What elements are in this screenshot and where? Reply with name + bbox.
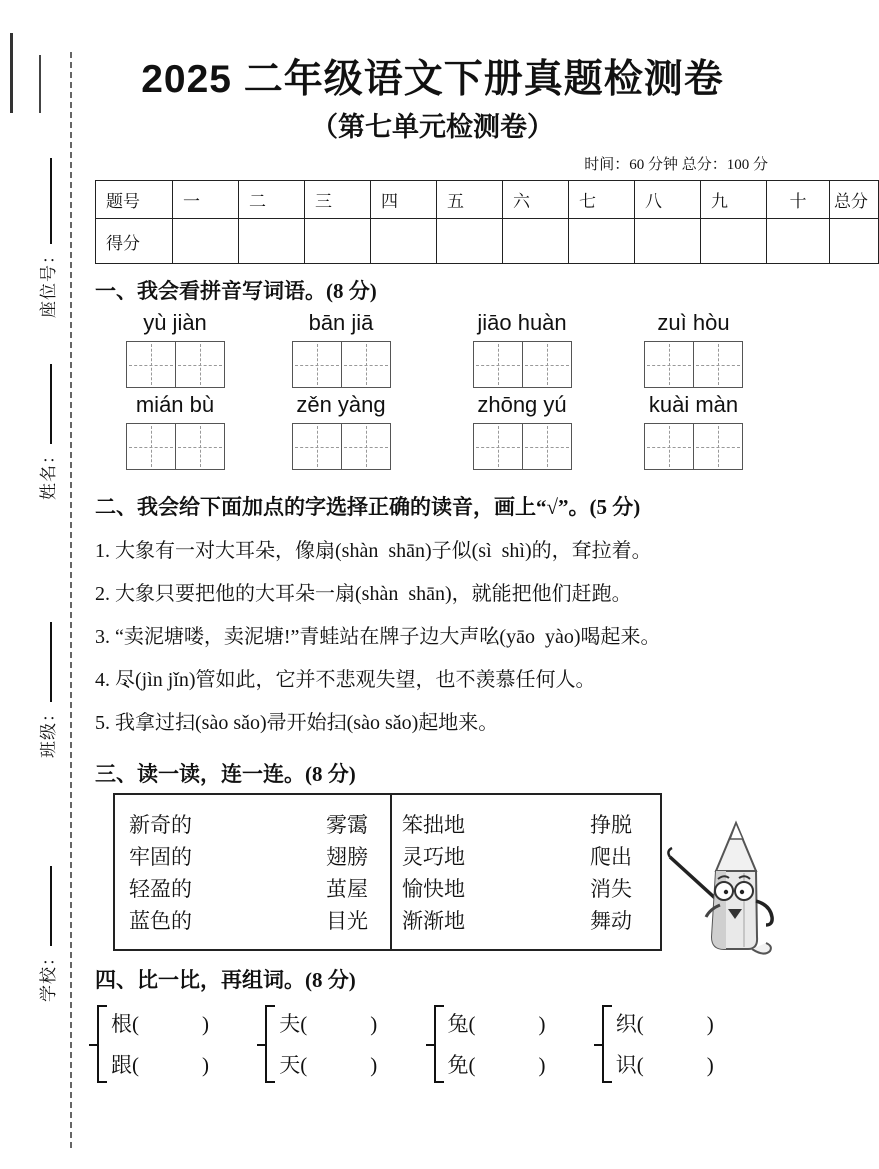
pinyin-word-group bbox=[427, 308, 617, 388]
glasses-left-lens bbox=[715, 882, 733, 900]
time-total-score-text: 时间：60 分钟 总分：100 分 bbox=[584, 157, 768, 173]
writing-grid-box bbox=[473, 423, 572, 470]
matching-row bbox=[115, 809, 390, 841]
sentence-segment: (sào sǎo)起地来。 bbox=[346, 712, 499, 734]
matching-word-right: 雾霭 bbox=[326, 813, 368, 837]
word-blank-line: 织( ) bbox=[615, 1011, 714, 1036]
writing-grid-box bbox=[126, 423, 225, 470]
matching-word-left: 笨拙地 bbox=[402, 813, 465, 837]
pair-bracket bbox=[265, 1005, 275, 1083]
writing-grid-cell bbox=[522, 424, 571, 469]
score-header-cell: 题号 bbox=[96, 181, 173, 219]
pinyin-label: mián bù bbox=[135, 392, 215, 417]
section-1-heading: 一、我会看拼音写词语。(8 分) bbox=[95, 279, 377, 303]
writing-grid-box bbox=[644, 423, 743, 470]
sentence bbox=[95, 709, 770, 737]
writing-grid-cell bbox=[693, 424, 742, 469]
matching-area bbox=[95, 793, 770, 951]
score-empty-cell bbox=[503, 219, 569, 264]
score-empty-cell bbox=[173, 219, 239, 264]
binding-dashed-line bbox=[70, 52, 72, 1148]
right-arm-cane bbox=[756, 901, 772, 925]
matching-word-left: 灵巧地 bbox=[402, 845, 465, 869]
writing-grid-box bbox=[126, 341, 225, 388]
score-header-cell: 三 bbox=[305, 181, 371, 219]
matching-word-right: 消失 bbox=[590, 877, 632, 901]
score-header-cell: 二 bbox=[239, 181, 305, 219]
matching-row bbox=[392, 841, 660, 873]
matching-word-left: 愉快地 bbox=[402, 877, 465, 901]
glasses-right-lens bbox=[735, 882, 753, 900]
word-blank-line: 跟( ) bbox=[111, 1052, 209, 1077]
writing-grid-cell bbox=[522, 342, 571, 387]
sentence-segment: (yāo yào)喝起来。 bbox=[499, 626, 661, 648]
word-pair bbox=[602, 1005, 770, 1083]
writing-grid-cell bbox=[175, 342, 224, 387]
pinyin-label: kuài màn bbox=[648, 392, 739, 417]
pinyin-label: bān jiā bbox=[308, 310, 374, 335]
writing-grid-cell bbox=[127, 342, 175, 387]
sentence-segment: 2. 大象只要把他的大耳朵一 bbox=[95, 583, 335, 605]
score-header-cell: 七 bbox=[569, 181, 635, 219]
writing-grid-cell bbox=[693, 342, 742, 387]
score-empty-cell bbox=[701, 219, 767, 264]
class-label: 班级： bbox=[39, 704, 58, 758]
matching-word-right: 翅膀 bbox=[326, 845, 368, 869]
pinyin-word-group bbox=[617, 390, 770, 470]
writing-grid-box bbox=[292, 341, 391, 388]
matching-row bbox=[115, 873, 390, 905]
school-blank-line bbox=[50, 866, 52, 946]
score-empty-cell bbox=[305, 219, 371, 264]
word-pair-column bbox=[111, 1010, 209, 1079]
name-blank-line bbox=[50, 364, 52, 444]
word-pair-column bbox=[448, 1010, 546, 1079]
word-pair-column bbox=[616, 1010, 714, 1079]
word-blank-line: 根( ) bbox=[111, 1011, 209, 1036]
writing-grid-cell bbox=[293, 342, 341, 387]
page-title: 2025 二年级语文下册真题检测卷 bbox=[141, 58, 724, 101]
pinyin-word-group bbox=[617, 308, 770, 388]
pencil-character-illustration bbox=[660, 817, 795, 967]
page-subtitle: （第七单元检测卷） bbox=[311, 112, 554, 142]
word-blank-line: 夫( ) bbox=[279, 1011, 378, 1036]
matching-row bbox=[392, 905, 660, 937]
score-table-score-row bbox=[96, 219, 879, 264]
pinyin-word-group bbox=[255, 308, 427, 388]
writing-grid-box bbox=[473, 341, 572, 388]
sentence-segment: (sào sǎo)帚开始 bbox=[195, 712, 327, 734]
section-2-heading: 二、我会给下面加点的字选择正确的读音，画上“√”。(5 分) bbox=[95, 495, 641, 519]
sentence-segment: (jìn jǐn)管如此，它并不悲观失望，也不羡慕任何人。 bbox=[135, 669, 596, 691]
matching-table bbox=[113, 793, 662, 951]
scan-edge-artifact bbox=[10, 33, 13, 113]
word-blank-line: 兔( ) bbox=[447, 1011, 546, 1036]
writing-grid-box bbox=[292, 423, 391, 470]
dotted-character: 扇 • bbox=[335, 583, 355, 605]
matching-word-left: 渐渐地 bbox=[402, 909, 465, 933]
score-header-cell: 五 bbox=[437, 181, 503, 219]
sentence-segment: (shàn shān)，就能把他们赶跑。 bbox=[355, 583, 632, 605]
writing-grid-cell bbox=[474, 424, 522, 469]
pinyin-word-group bbox=[427, 390, 617, 470]
pinyin-row bbox=[95, 308, 770, 388]
exam-content bbox=[95, 0, 868, 1083]
matching-right-column bbox=[390, 795, 660, 949]
word-blank-line: 识( ) bbox=[615, 1052, 714, 1077]
pinyin-label: yù jiàn bbox=[143, 310, 207, 335]
dotted-character: 扫 • bbox=[175, 712, 195, 734]
sentence-segment: (sì shì)的，耷拉着。 bbox=[471, 540, 652, 562]
sentence bbox=[95, 537, 770, 565]
score-header-cell: 九 bbox=[701, 181, 767, 219]
pair-bracket bbox=[602, 1005, 612, 1083]
writing-grid-cell bbox=[175, 424, 224, 469]
pinyin-row bbox=[95, 390, 770, 470]
score-empty-cell bbox=[371, 219, 437, 264]
matching-row bbox=[392, 873, 660, 905]
score-header-cell: 十 bbox=[767, 181, 830, 219]
pinyin-label: zhōng yú bbox=[477, 392, 567, 417]
matching-word-left: 蓝色的 bbox=[129, 909, 192, 933]
compare-words-row bbox=[97, 1005, 770, 1083]
dotted-character: 扫 • bbox=[327, 712, 347, 734]
matching-word-left: 牢固的 bbox=[129, 845, 192, 869]
pronunciation-list bbox=[95, 537, 770, 737]
matching-word-right: 目光 bbox=[326, 909, 368, 933]
school-label: 学校： bbox=[39, 948, 58, 1002]
section-4-heading: 四、比一比，再组词。(8 分) bbox=[95, 968, 356, 992]
writing-grid-box bbox=[644, 341, 743, 388]
scan-edge-artifact bbox=[39, 55, 41, 113]
pinyin-word-group bbox=[255, 390, 427, 470]
dotted-character: 吆 • bbox=[479, 626, 499, 648]
seat-number-blank-line bbox=[50, 158, 52, 244]
word-blank-line: 免( ) bbox=[447, 1052, 546, 1077]
pinyin-section-body bbox=[95, 308, 770, 470]
matching-row bbox=[115, 841, 390, 873]
writing-grid-cell bbox=[341, 424, 390, 469]
matching-word-right: 爬出 bbox=[590, 845, 632, 869]
sentence-segment: (shàn shān)子 bbox=[335, 540, 452, 562]
word-pair-column bbox=[279, 1010, 377, 1079]
writing-grid-cell bbox=[341, 342, 390, 387]
word-pair bbox=[265, 1005, 433, 1083]
sentence-segment: 1. 大象有一对大耳朵，像 bbox=[95, 540, 315, 562]
pinyin-label: zěn yàng bbox=[296, 392, 386, 417]
section-3-heading: 三、读一读，连一连。(8 分) bbox=[95, 762, 356, 786]
dotted-character: 尽 • bbox=[115, 669, 135, 691]
dotted-character: 扇 • bbox=[315, 540, 335, 562]
pair-bracket bbox=[97, 1005, 107, 1083]
matching-row bbox=[115, 905, 390, 937]
matching-word-right: 茧屋 bbox=[326, 877, 368, 901]
pinyin-word-group bbox=[95, 308, 255, 388]
writing-grid-cell bbox=[645, 342, 693, 387]
sentence bbox=[95, 580, 770, 608]
pinyin-label: jiāo huàn bbox=[477, 310, 567, 335]
score-header-cell: 总分 bbox=[830, 181, 879, 219]
matching-word-right: 舞动 bbox=[590, 909, 632, 933]
score-empty-cell bbox=[635, 219, 701, 264]
score-row-label: 得分 bbox=[96, 219, 173, 264]
writing-grid-cell bbox=[474, 342, 522, 387]
writing-grid-cell bbox=[293, 424, 341, 469]
score-empty-cell bbox=[437, 219, 503, 264]
score-empty-cell bbox=[830, 219, 879, 264]
score-table-header-row bbox=[96, 181, 879, 219]
score-table bbox=[95, 180, 879, 264]
writing-grid-cell bbox=[127, 424, 175, 469]
score-header-cell: 六 bbox=[503, 181, 569, 219]
score-header-cell: 一 bbox=[173, 181, 239, 219]
pinyin-word-group bbox=[95, 390, 255, 470]
word-pair bbox=[434, 1005, 602, 1083]
matching-word-right: 挣脱 bbox=[590, 813, 632, 837]
name-label: 姓名： bbox=[39, 446, 58, 500]
sentence-segment: 4. bbox=[95, 669, 115, 691]
pinyin-label: zuì hòu bbox=[657, 310, 730, 335]
score-header-cell: 八 bbox=[635, 181, 701, 219]
score-empty-cell bbox=[569, 219, 635, 264]
word-blank-line: 天( ) bbox=[279, 1052, 378, 1077]
sentence bbox=[95, 623, 770, 651]
score-header-cell: 四 bbox=[371, 181, 437, 219]
class-blank-line bbox=[50, 622, 52, 702]
matching-row bbox=[392, 809, 660, 841]
dotted-character: 似 • bbox=[452, 540, 472, 562]
score-empty-cell bbox=[767, 219, 830, 264]
score-empty-cell bbox=[239, 219, 305, 264]
word-pair bbox=[97, 1005, 265, 1083]
writing-grid-cell bbox=[645, 424, 693, 469]
sentence-segment: 5. 我拿过 bbox=[95, 712, 175, 734]
pair-bracket bbox=[434, 1005, 444, 1083]
matching-word-left: 轻盈的 bbox=[129, 877, 192, 901]
sentence bbox=[95, 666, 770, 694]
matching-left-column bbox=[115, 795, 390, 949]
seat-number-label: 座位号： bbox=[39, 246, 58, 318]
matching-word-left: 新奇的 bbox=[129, 813, 192, 837]
sentence-segment: 3. “卖泥塘喽，卖泥塘!”青蛙站在牌子边大声 bbox=[95, 626, 480, 648]
